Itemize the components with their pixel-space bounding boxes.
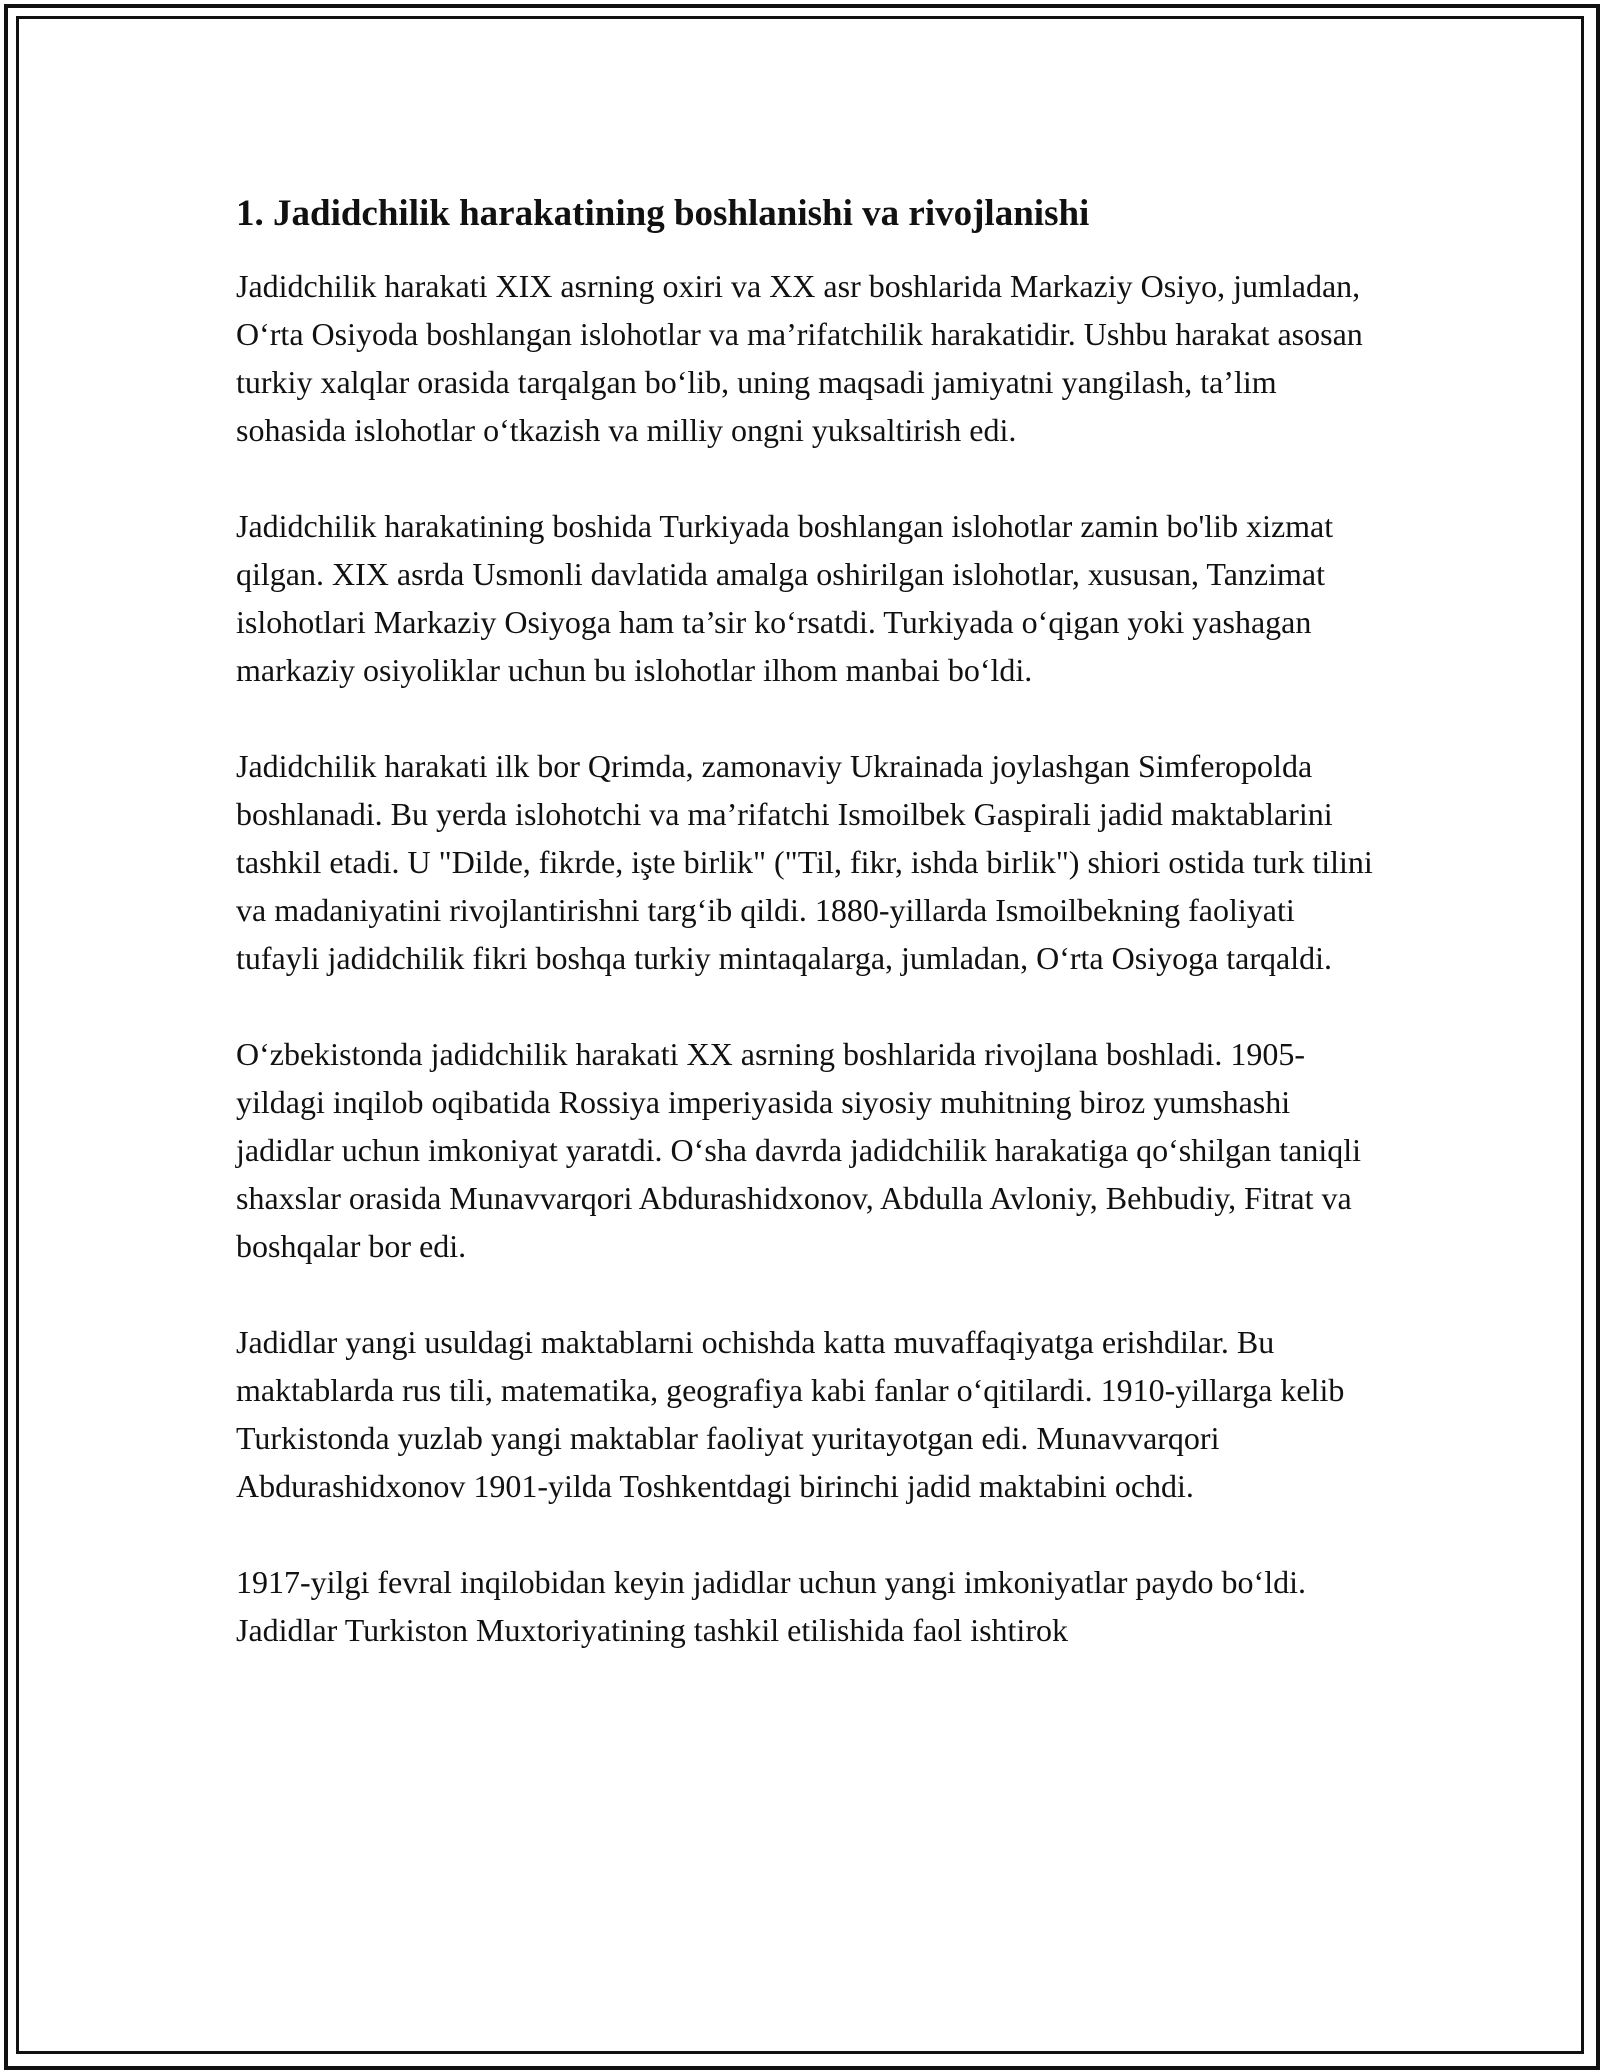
paragraph-5: Jadidlar yangi usuldagi maktablarni ochishda katta muvaffaqiyatga erishdilar. Bu maktablarda rus tili, matematika, geografiya kabi fanlar o‘qitilardi. 1910-yillarga kelib Turkistonda yuzlab yangi maktablar faoliyat yuritayotgan edi. Munavvarqori Abdurashidxonov 1901-yilda Toshkentdagi birinchi jadid maktabini ochdi. xyxy=(236,1324,1345,1504)
paragraph-2: Jadidchilik harakatining boshida Turkiyada boshlangan islohotlar zamin bo'lib xizmat qilgan. XIX asrda Usmonli davlatida amalga oshirilgan islohotlar, xususan, Tanzimat islohotlari Markaziy Osiyoga ham ta’sir ko‘rsatdi. Turkiyada o‘qigan yoki yashagan markaziy osiyoliklar uchun bu islohotlar ilhom manbai bo‘ldi. xyxy=(236,508,1334,688)
section-heading: 1. Jadidchilik harakatining boshlanishi va rivojlanishi xyxy=(236,193,1090,234)
paragraph-6: 1917-yilgi fevral inqilobidan keyin jadidlar uchun yangi imkoniyatlar paydo bo‘ldi. Jadidlar Turkiston Muxtoriyatining tashkil etilishida faol ishtirok xyxy=(236,1564,1306,1648)
paragraph-3: Jadidchilik harakati ilk bor Qrimda, zamonaviy Ukrainada joylashgan Simferopolda boshlanadi. Bu yerda islohotchi va ma’rifatchi Ismoilbek Gaspirali jadid maktablarini tashkil etadi. U "Dilde, fikrde, işte birlik" ("Til, fikr, ishda birlik") shiori ostida turk tilini va madaniyatini rivojlantirishni targ‘ib qildi. 1880-yillarda Ismoilbekning faoliyati tufayli jadidchilik fikri boshqa turkiy mintaqalarga, jumladan, O‘rta Osiyoga tarqaldi. xyxy=(236,748,1373,976)
paragraph-4: O‘zbekistonda jadidchilik harakati XX asrning boshlarida rivojlana boshladi. 1905-yildagi inqilob oqibatida Rossiya imperiyasida siyosiy muhitning biroz yumshashi jadidlar uchun imkoniyat yaratdi. O‘sha davrda jadidchilik harakatiga qo‘shilgan taniqli shaxslar orasida Munavvarqori Abdurashidxonov, Abdulla Avloniy, Behbudiy, Fitrat va boshqalar bor edi. xyxy=(236,1036,1361,1264)
document-body xyxy=(236,188,1376,1654)
paragraph-1: Jadidchilik harakati XIX asrning oxiri va XX asr boshlarida Markaziy Osiyo, jumladan, O‘rta Osiyoda boshlangan islohotlar va ma’rifatchilik harakatidir. Ushbu harakat asosan turkiy xalqlar orasida tarqalgan bo‘lib, uning maqsadi jamiyatni yangilash, ta’lim sohasida islohotlar o‘tkazish va milliy ongni yuksaltirish edi. xyxy=(236,268,1363,448)
